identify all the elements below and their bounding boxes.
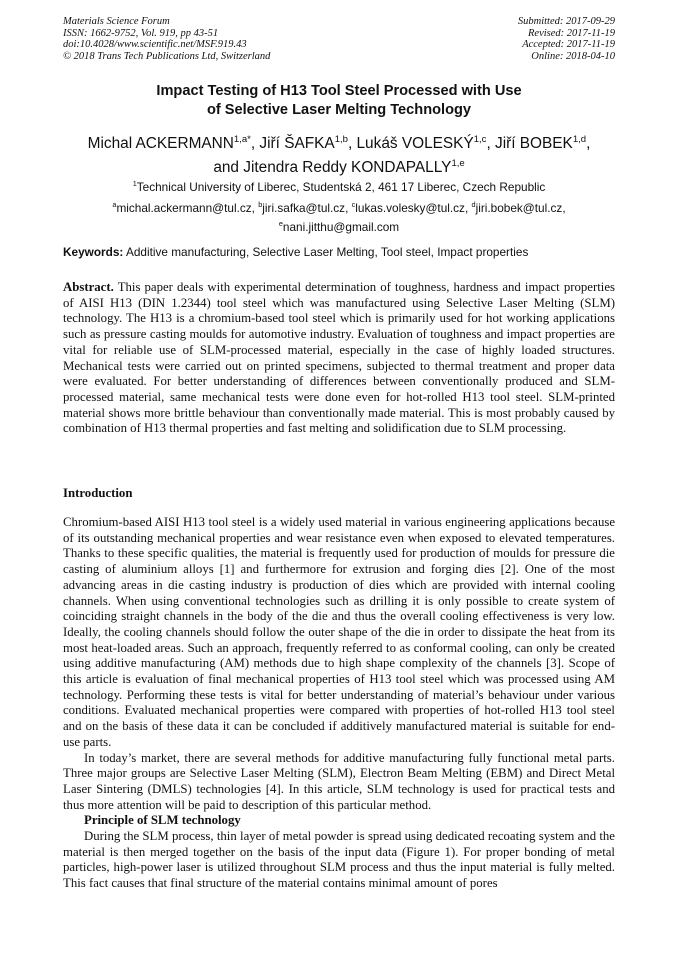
author-sep: , xyxy=(347,135,357,153)
date-submitted: Submitted: 2017-09-29 xyxy=(517,16,615,27)
paragraph: In today’s market, there are several methods for additive manufacturing fully functional metal parts. Three major groups are Selective Laser Melting (SLM), Electron Beam Melting (EBM) and Direct Metal Laser Sintering (DMLS) technologies [4]. In this article, SLM technology is used for practical tests and thus more attention will be paid to description of this particular method. xyxy=(63,750,615,812)
introduction-body xyxy=(63,515,615,892)
email-sup: d xyxy=(471,200,476,209)
author-line-2 xyxy=(50,154,628,178)
author-name: Lukáš VOLESKÝ xyxy=(356,135,474,153)
publication-dates xyxy=(518,16,615,62)
author-sep: , xyxy=(586,135,591,153)
email-sup: a xyxy=(112,200,117,209)
keywords-text: Additive manufacturing, Selective Laser Melting, Tool steel, Impact properties xyxy=(125,245,529,259)
author-sep: , xyxy=(486,135,495,153)
author-emails xyxy=(63,197,615,235)
email-sup: c xyxy=(351,200,356,209)
author-name: Jiří ŠAFKA xyxy=(259,135,335,153)
keywords-label: Keywords: xyxy=(63,245,124,259)
date-online: Online: 2018-04-10 xyxy=(531,50,615,62)
email-address[interactable]: lukas.volesky@tul.cz xyxy=(355,200,465,215)
email-line-2 xyxy=(63,216,615,235)
author-sup: 1,a* xyxy=(233,134,251,145)
email-sup: e xyxy=(278,219,283,229)
email-address[interactable]: jiri.bobek@tul.cz xyxy=(475,200,563,215)
email-address[interactable]: michal.ackermann@tul.cz xyxy=(116,200,252,215)
subsection-heading: Principle of SLM technology xyxy=(84,813,241,828)
journal-name: Materials Science Forum xyxy=(63,16,170,27)
issn-volume-pages: ISSN: 1662-9752, Vol. 919, pp 43-51 xyxy=(63,27,219,39)
author-list xyxy=(50,130,628,177)
journal-info xyxy=(63,16,270,62)
author-name: and Jitendra Reddy KONDAPALLY xyxy=(213,158,452,176)
abstract xyxy=(63,280,615,437)
author-line-1 xyxy=(50,130,628,154)
email-address[interactable]: nani.jitthu@gmail.com xyxy=(282,220,400,235)
abstract-text: This paper deals with experimental determination of toughness, hardness and impact properties of AISI H13 (DIN 1.2344) tool steel which was manufactured using Selective Laser Melting (SLM) technology. The H13 is a chromium-based tool steel which is primarily used for hot working applications such as pressure casting moulds for automotive industry. Evaluation of toughness and impact properties are vital for reliable use of SLM-processed material, especially in the case of highly loaded structures. Mechanical tests were carried out on printed specimens, subjected to thermal treatment and proper data were evaluated. For better understanding of differences between conventionally produced and SLM-processed material, same mechanical tests were done even for hot-rolled H13 tool steel. SLM-printed material shows more brittle behaviour than conventionally made material. This is most probably caused by combination of H13 thermal properties and fast melting and solidification due to SLM processing. xyxy=(63,280,615,436)
author-name: Jiří BOBEK xyxy=(495,135,573,153)
author-sup: 1,e xyxy=(451,157,465,169)
keywords xyxy=(63,245,615,259)
email-line-1 xyxy=(63,197,615,216)
affiliation-text: Technical University of Liberec, Studentská 2, 461 17 Liberec, Czech Republic xyxy=(136,179,546,194)
affiliation-marker: 1 xyxy=(132,179,137,188)
email-sep: , xyxy=(345,200,352,215)
email-sep: , xyxy=(464,200,472,215)
paragraph: During the SLM process, thin layer of metal powder is spread using dedicated recoating system and the material is then merged together on the basis of the input data (Figure 1). For proper bonding of metal particles, high-power laser is utilized throughout SLM process and thus the input material is fully melted. This fact causes that final structure of the material contains minimal amount of pores xyxy=(63,829,615,891)
author-name: Michal ACKERMANN xyxy=(87,135,234,153)
doi: doi:10.4028/www.scientific.net/MSF.919.43 xyxy=(63,39,247,51)
date-accepted: Accepted: 2017-11-19 xyxy=(522,39,615,51)
title-line-2: of Selective Laser Melting Technology xyxy=(206,102,472,118)
email-address[interactable]: jiri.safka@tul.cz xyxy=(262,200,346,215)
abstract-label: Abstract. xyxy=(63,280,114,294)
email-sep: , xyxy=(251,200,259,215)
author-sep: , xyxy=(250,135,260,153)
email-sep: , xyxy=(562,200,566,215)
date-revised: Revised: 2017-11-19 xyxy=(528,27,615,39)
author-sup: 1,c xyxy=(473,134,487,145)
paper-title xyxy=(63,82,615,120)
title-line-1: Impact Testing of H13 Tool Steel Processed with Use xyxy=(156,83,522,99)
author-sup: 1,b xyxy=(334,134,348,145)
email-sup: b xyxy=(258,200,263,209)
paragraph: Chromium-based AISI H13 tool steel is a widely used material in various engineering applications because of its outstanding mechanical properties and wear resistance even when exposed to elevated temperatures. Thanks to these specific qualities, the material is frequently used for production of moulds for pressure die casting of aluminium alloys [1] and furthermore for extrusion and forging dies [2]. One of the most advancing areas in die casting industry is production of dies which are provided with internal cooling channels. When using conventional technologies such as drilling it is only possible to create system of coinciding straight channels in the body of the die and thus the overall cooling effectiveness is very low. Ideally, the cooling channels should follow the outer shape of the die in order to dissipate the heat from its most heat-loaded areas. Such an approach, frequently referred to as conformal cooling, can only be created using additive manufacturing (AM) methods due to high shape complexity of the channels [3]. Scope of this article is evaluation of final mechanical properties of H13 tool steel which was processed using AM technology. Performing these tests is vital for better understanding of material’s behaviour under various conditions. Evaluated mechanical properties were compared with properties of hot-rolled H13 tool steel and on the basis of these data it can be concluded if additively manufactured material is suitable for end-use parts. xyxy=(63,515,615,749)
section-heading-introduction: Introduction xyxy=(63,486,133,500)
copyright: © 2018 Trans Tech Publications Ltd, Switzerland xyxy=(63,50,271,62)
affiliation xyxy=(63,177,615,194)
author-sup: 1,d xyxy=(572,134,587,145)
